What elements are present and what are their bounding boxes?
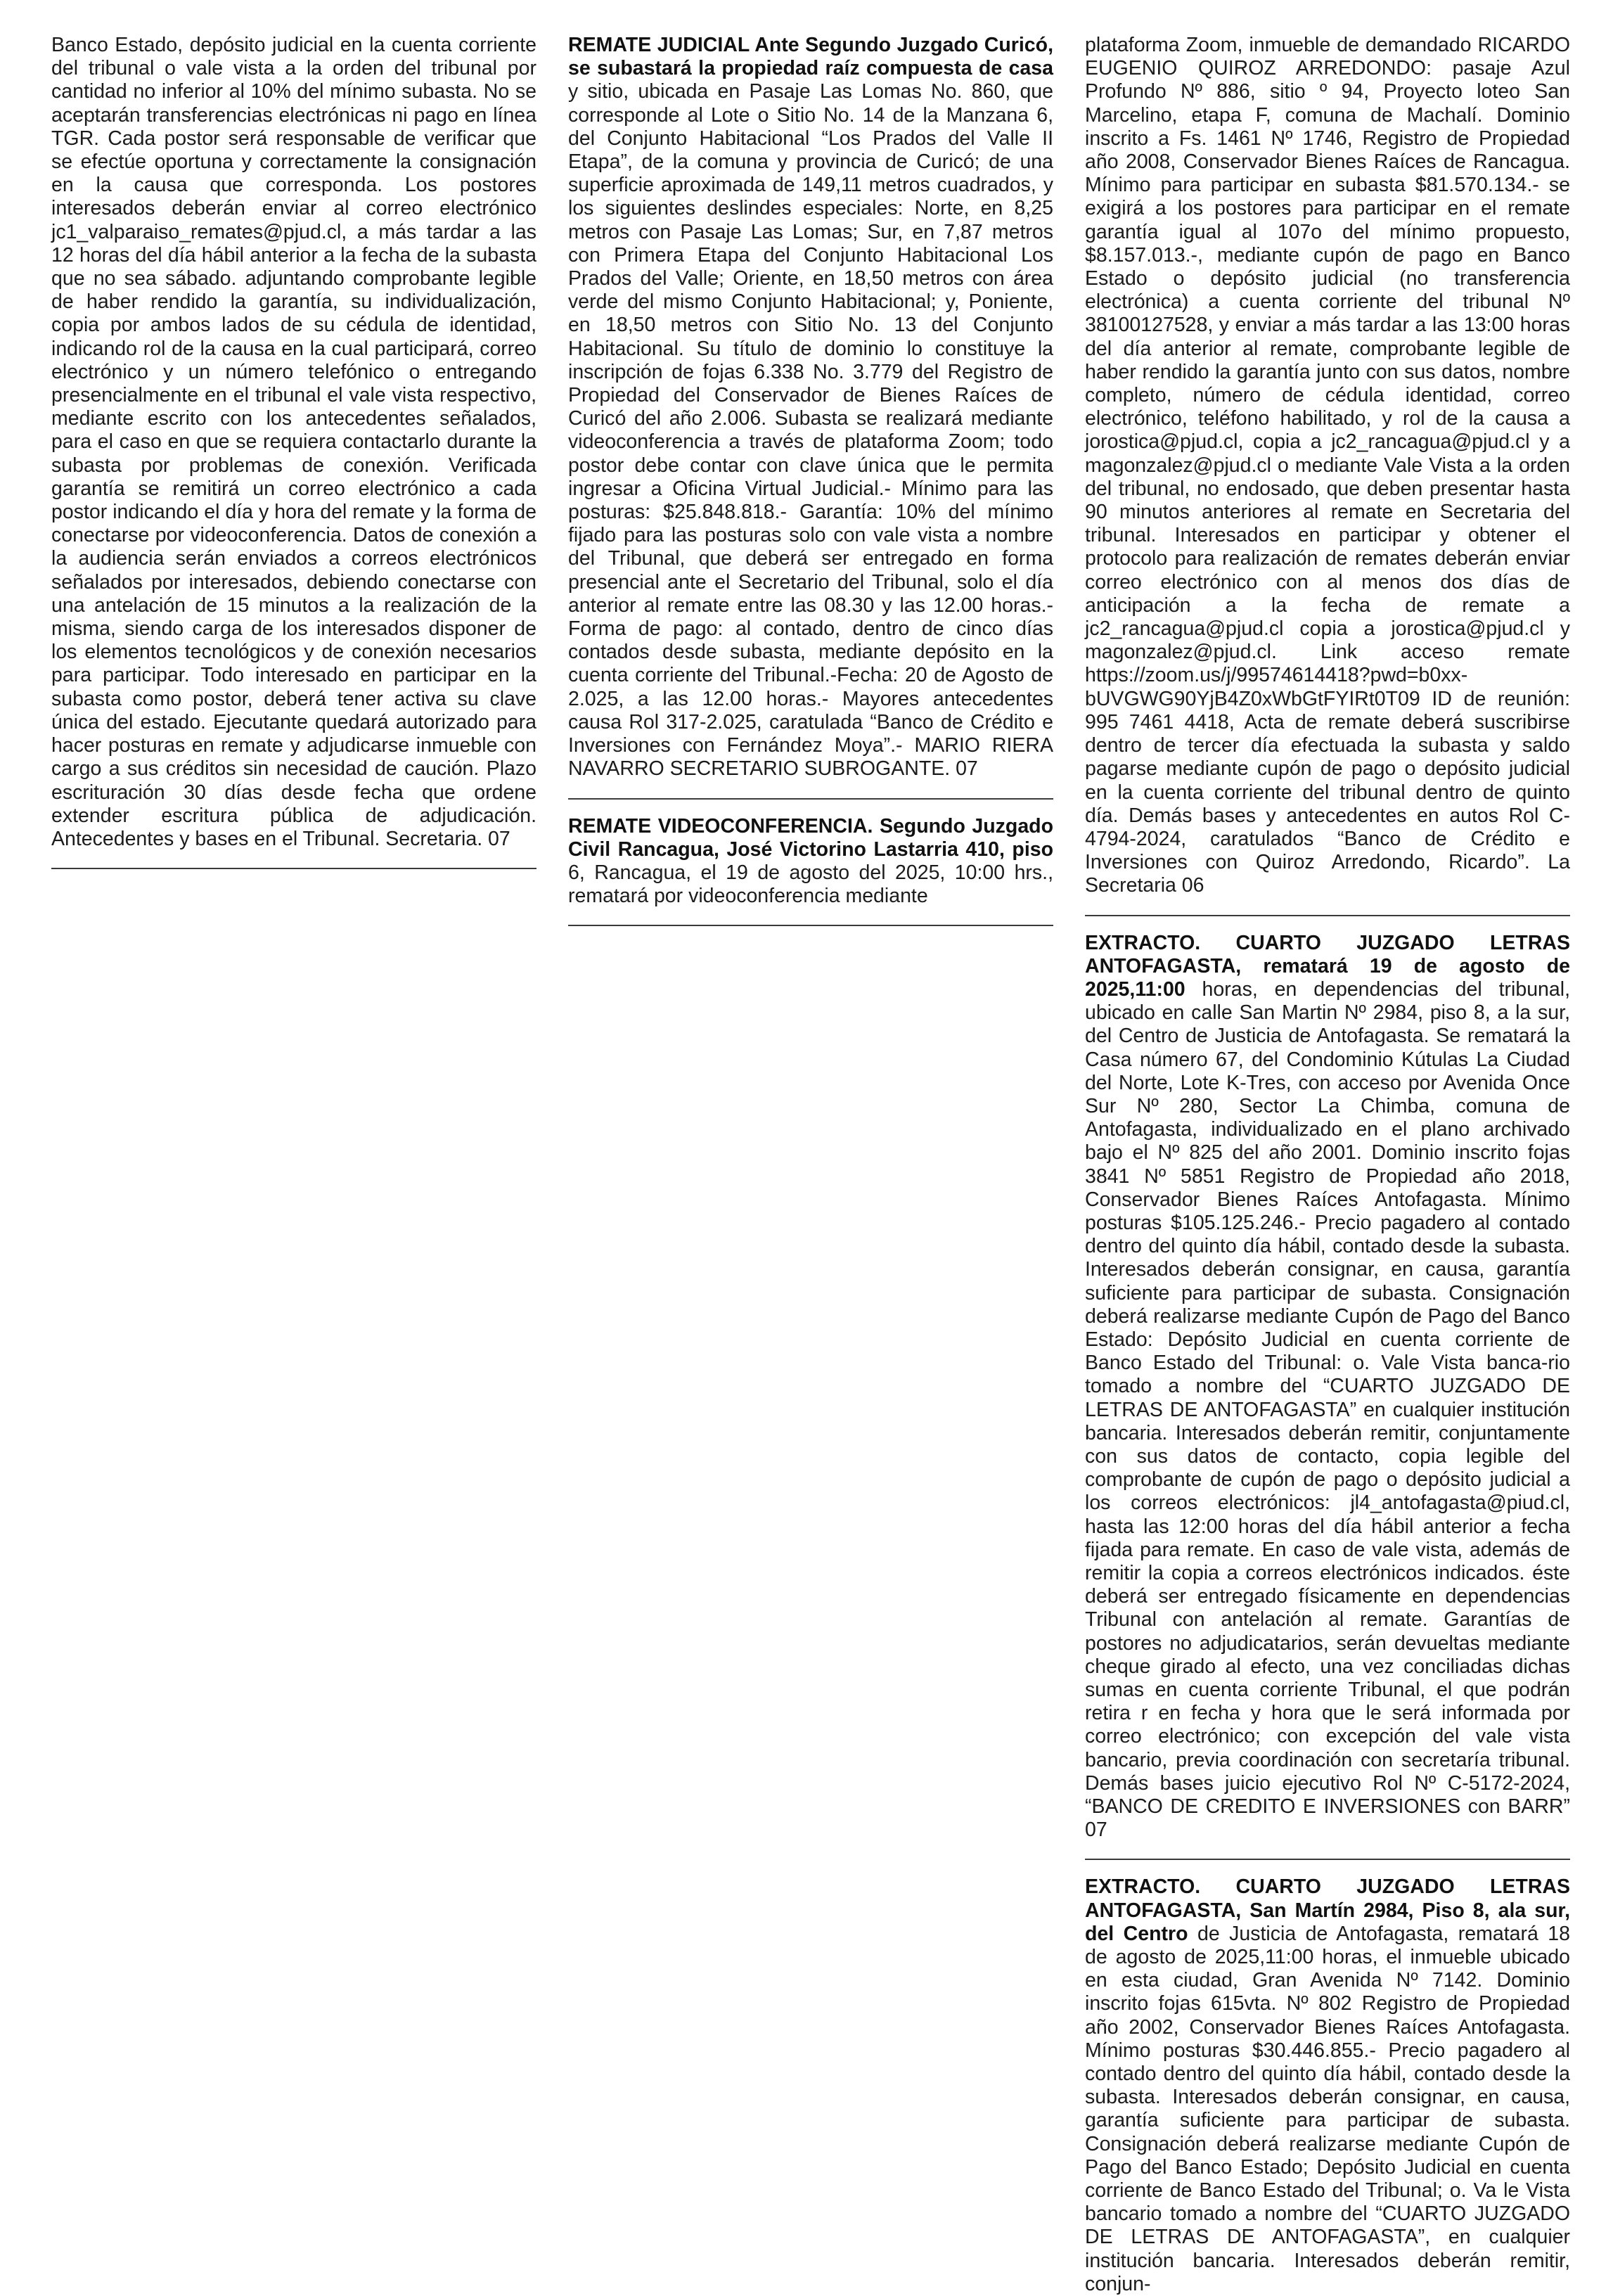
notice-body: horas, en dependencias del tribunal, ubicado en calle San Martin Nº 2984, piso 8, a la sur, del Centro de Justicia de Antofagasta. Se rematará la Casa número 67, del Condominio Kútulas La Ciudad del Norte, Lote K-Tres, con acceso por Avenida Once Sur Nº 280, Sector La Chimba, comuna de Antofagasta, individualizado en el plano archivado bajo el Nº 825 del año 2001. Dominio inscrito fojas 3841 Nº 5851 Registro de Propiedad año 2018, Conservador Bienes Raíces Antofagasta. Mínimo posturas $105.125.246.- Precio pagadero al contado dentro del quinto día hábil, contado desde la subasta. Interesados deberán consignar, en causa, garantía suficiente para participar de subasta. Consignación deberá realizarse mediante Cupón de Pago del Banco Estado: Depósito Judicial en cuenta corriente de Banco Estado del Tribunal: o. Vale Vista banca-rio tomado a nombre del “CUARTO JUZGADO DE LETRAS DE ANTOFAGASTA” en cualquier institución bancaria. Interesados deberán remitir, conjuntamente con sus datos de contacto, copia legible del comprobante de cupón de pago o depósito judicial a los correos electrónicos: jl4_antofagasta@piud.cl, hasta las 12:00 horas del día hábil anterior a fecha fijada para remate. En caso de vale vista, además de remitir la copia a correos electrónicos indicados. éste deberá ser entregado físicamente en dependencias Tribunal con antelación al remate. Garantías de postores no adjudicatarios, serán devueltas mediante cheque girado al efecto, una vez conciliadas dichas sumas en cuenta corriente Tribunal, el que podrán retira r en fecha y hora que le será informada por correo electrónico; con excepción del vale vista bancario, previa coordinación con secretaría tribunal. Demás bases juicio ejecutivo Rol Nº C-5172-2024, “BANCO DE CREDITO E INVERSIONES con BARR” 07	[1085, 977, 1570, 1842]
notice-extracto-antofagasta-2	[1085, 1875, 1570, 2296]
separator-rule	[568, 925, 1053, 926]
notice-title: REMATE VIDEOCONFERENCIA. Segundo Juzgado Civil Rancagua, José Victorino Lastarria 410, piso	[568, 814, 1053, 861]
notice-body: 6, Rancagua, el 19 de agosto del 2025, 10:00 hrs., rematará por videoconferencia mediante	[568, 861, 1053, 908]
separator-rule	[1085, 915, 1570, 916]
column-3	[1085, 34, 1570, 2296]
separator-rule	[568, 798, 1053, 800]
column-1	[51, 34, 536, 885]
notice-extracto-antofagasta-1	[1085, 932, 1570, 1842]
notice-continuation-col3	[1085, 34, 1570, 898]
notice-remate-rancagua	[568, 815, 1053, 909]
notice-body: de Justicia de Antofagasta, rematará 18 de agosto de 2025,11:00 horas, el inmueble ubicado en esta ciudad, Gran Avenida Nº 7142. Dominio inscrito fojas 615vta. Nº 802 Registro de Propiedad año 2002, Conservador Bienes Raíces Antofagasta. Mínimo posturas $30.446.855.- Precio pagadero al contado dentro del quinto día hábil, contado desde la subasta. Interesados deberán consignar, en causa, garantía suficiente para participar de subasta. Consignación deberá realizarse mediante Cupón de Pago del Banco Estado; Depósito Judicial en cuenta corriente de Banco Estado del Tribunal; o. Va le Vista bancario tomado a nombre del “CUARTO JUZGADO DE LETRAS DE ANTOFAGASTA”, en cualquier institución bancaria. Interesados deberán remitir, conjun-	[1085, 1922, 1570, 2295]
notice-continuation-col1	[51, 34, 536, 851]
notice-body: plataforma Zoom, inmueble de demandado RICARDO EUGENIO QUIROZ ARREDONDO: pasaje Azul Profundo Nº 886, sitio º 94, Proyecto loteo San Marcelino, etapa F, comuna de Machalí. Dominio inscrito a Fs. 1461 Nº 1746, Registro de Propiedad año 2008, Conservador Bienes Raíces de Rancagua. Mínimo para participar en subasta $81.570.134.- se exigirá a los postores para participar en el remate garantía igual al 107o del mínimo propuesto, $8.157.013.-, mediante cupón de pago en Banco Estado o depósito judicial (no transferencia electrónica) a cuenta corriente del tribunal Nº 38100127528, y enviar a más tardar a las 13:00 horas del día anterior al remate, comprobante legible de haber rendido la garantía junto con sus datos, nombre completo, número de cédula identidad, correo electrónico, teléfono habilitado, y rol de la causa a jorostica@pjud.cl, copia a jc2_rancagua@pjud.cl y a magonzalez@pjud.cl o mediante Vale Vista a la orden del tribunal, no endosado, que deben presentar hasta 90 minutos anteriores al remate en Secretaria del tribunal. Interesados en participar y obtener el protocolo para realización de remates deberán enviar correo electrónico con al menos dos días de anticipación a la fecha de remate a jc2_rancagua@pjud.cl copia a jorostica@pjud.cl y magonzalez@pjud.cl. Link acceso remate https://zoom.us/j/99574614418?pwd=b0xx-bUVGWG90YjB4Z0xWbGtFYIRt0T09 ID de reunión: 995 7461 4418, Acta de remate deberá suscribirse dentro de tercer día efectuada la subasta y saldo pagarse mediante cupón de pago o depósito judicial en la cuenta corriente del tribunal dentro de quinto día. Demás bases y antecedentes en autos Rol C-4794-2024, caratulados “Banco de Crédito e Inversiones con Quiroz Arredondo, Ricardo”. La Secretaria 06	[1085, 34, 1570, 897]
notice-remate-curico	[568, 34, 1053, 781]
notice-title: REMATE JUDICIAL Ante Segundo Juzgado Curicó, se subastará la propiedad raíz compuesta de casa	[568, 34, 1053, 80]
notice-title: EXTRACTO. CUARTO JUZGADO LETRAS ANTOFAGASTA, San Martín 2984, Piso 8, ala sur, del Centro	[1085, 1875, 1570, 1945]
separator-rule	[1085, 1859, 1570, 1860]
notice-body: y sitio, ubicada en Pasaje Las Lomas No. 860, que corresponde al Lote o Sitio No. 14 de la Manzana 6, del Conjunto Habitacional “Los Prados del Valle II Etapa”, de la comuna y provincia de Curicó; de una superficie aproximada de 149,11 metros cuadrados, y los siguientes deslindes especiales: Norte, en 8,25 metros con Pasaje Las Lomas; Sur, en 7,87 metros con Primera Etapa del Conjunto Habitacional Los Prados del Valle; Oriente, en 18,50 metros con área verde del mismo Conjunto Habitacional; y, Poniente, en 18,50 metros con Sitio No. 13 del Conjunto Habitacional. Su título de dominio lo constituye la inscripción de fojas 6.338 No. 3.779 del Registro de Propiedad del Conservador de Bienes Raíces de Curicó del año 2.006. Subasta se realizará mediante videoconferencia a través de plataforma Zoom; todo postor debe contar con clave única que le permita ingresar a Oficina Virtual Judicial.- Mínimo para las posturas: $25.848.818.- Garantía: 10% del mínimo fijado para las posturas solo con vale vista a nombre del Tribunal, que deberá ser entregado en forma presencial ante el Secretario del Tribunal, solo el día anterior al remate entre las 08.30 y las 12.00 horas.- Forma de pago: al contado, dentro de cinco días contados desde subasta, mediante depósito en la cuenta corriente del Tribunal.-Fecha: 20 de Agosto de 2.025, a las 12.00 horas.- Mayores antecedentes causa Rol 317-2.025, caratulada “Banco de Crédito e Inversiones con Fernández Moya”.- MARIO RIERA NAVARRO SECRETARIO SUBROGANTE. 07	[568, 80, 1053, 781]
notice-title: EXTRACTO. CUARTO JUZGADO LETRAS ANTOFAGASTA, rematará 19 de agosto de 2025,11:00	[1085, 931, 1570, 1001]
notice-body: Banco Estado, depósito judicial en la cuenta corriente del tribunal o vale vista a la orden del tribunal por cantidad no inferior al 10% del mínimo subasta. No se aceptarán transferencias electrónicas ni pago en línea TGR. Cada postor será responsable de verificar que se efectúe oportuna y correctamente la consignación en la causa que corresponda. Los postores interesados deberán enviar al correo electrónico jc1_valparaiso_remates@pjud.cl, a más tardar a las 12 horas del día hábil anterior a la fecha de la subasta que no sea sábado. adjuntando comprobante legible de haber rendido la garantía, su individualización, copia por ambos lados de su cédula de identidad, indicando rol de la causa en la cual participará, correo electrónico y un número telefónico o entregando presencialmente en el tribunal el vale vista respectivo, mediante escrito con los antecedentes señalados, para el caso en que se requiera contactarlo durante la subasta por problemas de conexión. Verificada garantía se remitirá un correo electrónico a cada postor indicando el día y hora del remate y la forma de conectarse por videoconferencia. Datos de conexión a la audiencia serán enviados a correos electrónicos señalados por interesados, debiendo conectarse con una antelación de 15 minutos a la realización de la misma, siendo carga de los interesados disponer de los elementos tecnológicos y de conexión necesarios para participar. Todo interesado en participar en la subasta como postor, deberá tener activa su clave única del estado. Ejecutante quedará autorizado para hacer posturas en remate y adjudicarse inmueble con cargo a sus créditos sin necesidad de caución. Plazo escrituración 30 días desde fecha que ordene extender escritura pública de adjudicación. Antecedentes y bases en el Tribunal. Secretaria. 07	[51, 34, 536, 850]
separator-rule	[51, 868, 536, 869]
column-2	[568, 34, 1053, 942]
